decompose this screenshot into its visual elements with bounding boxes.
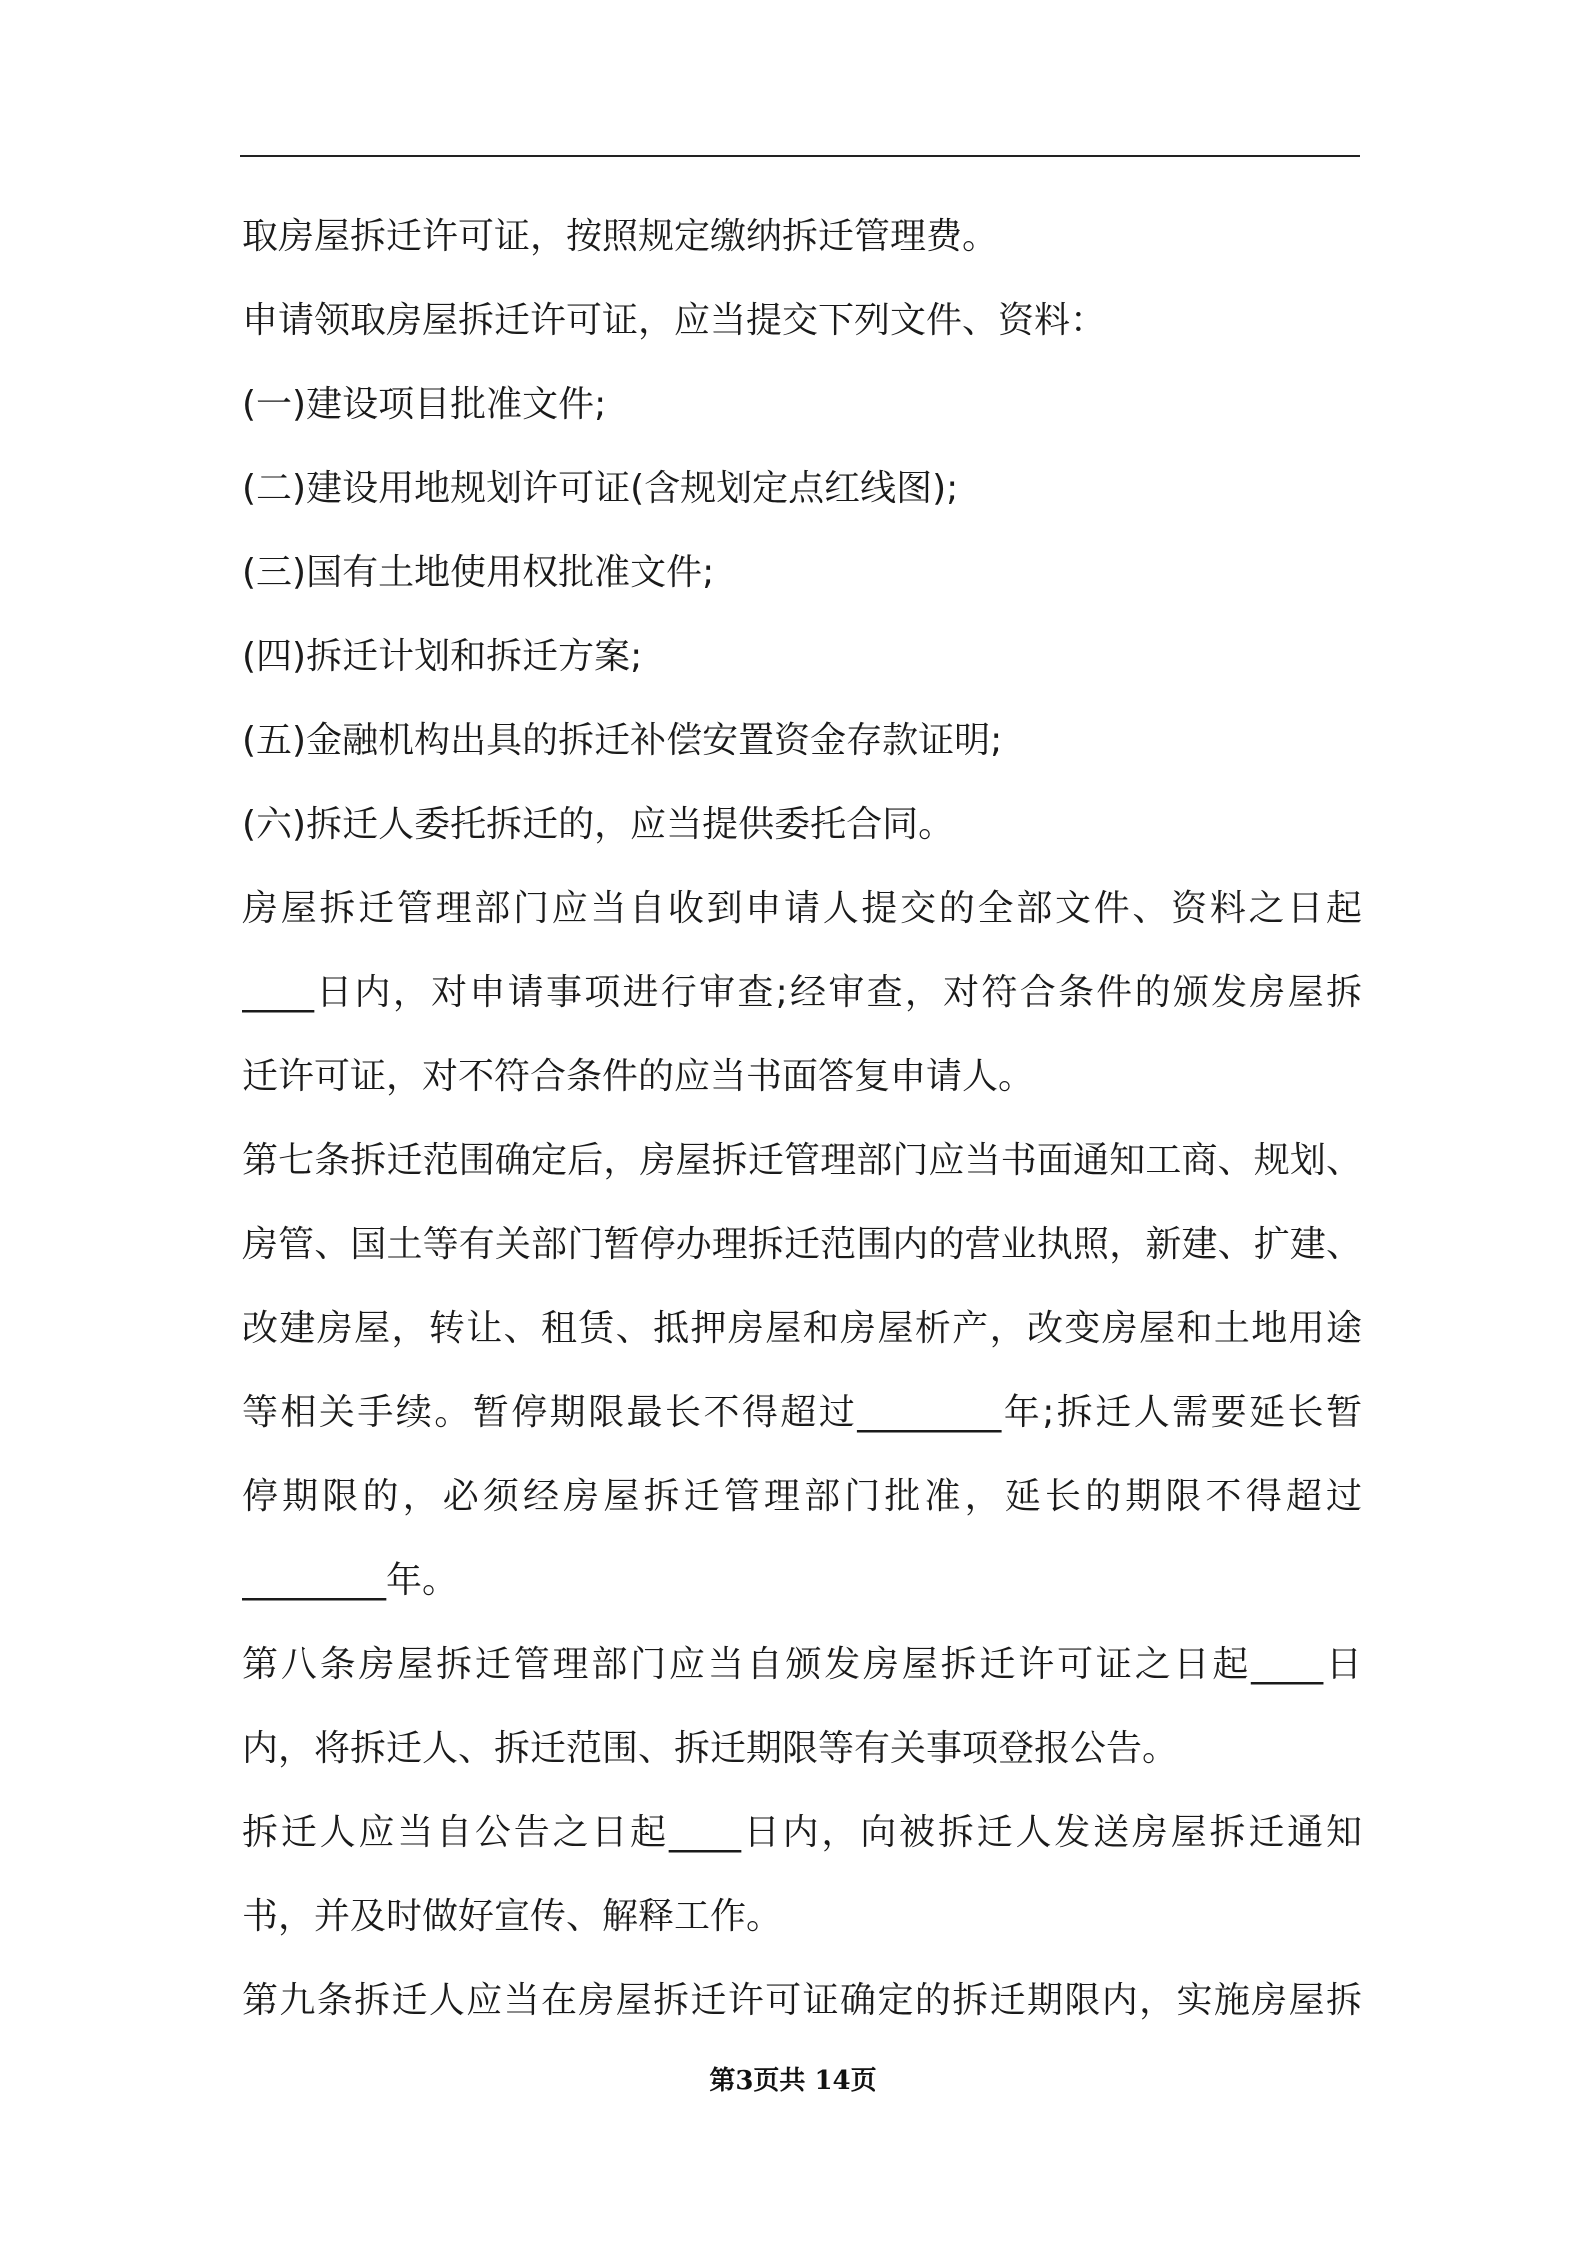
text-line: 取房屋拆迁许可证，按照规定缴纳拆迁管理费。 <box>242 216 999 257</box>
text-line: (三)国有土地使用权批准文件; <box>242 552 715 593</box>
text-line: (四)拆迁计划和拆迁方案; <box>242 636 643 677</box>
text-line: 改建房屋，转让、租赁、抵押房屋和房屋析产，改变房屋和土地用途 <box>242 1308 1362 1349</box>
text-line: (一)建设项目批准文件; <box>242 384 607 425</box>
header-rule <box>240 155 1360 157</box>
page-number: 第3页共 14页 <box>709 2066 877 2096</box>
text-line: 房管、国土等有关部门暂停办理拆迁范围内的营业执照，新建、扩建、 <box>242 1224 1362 1265</box>
text-line: 房屋拆迁管理部门应当自收到申请人提交的全部文件、资料之日起 <box>242 888 1362 929</box>
text-line: ________年。 <box>242 1560 459 1601</box>
text-line: 第八条房屋拆迁管理部门应当自颁发房屋拆迁许可证之日起____日 <box>242 1644 1362 1685</box>
text-line: 停期限的，必须经房屋拆迁管理部门批准，延长的期限不得超过 <box>242 1476 1362 1517</box>
text-line: 迁许可证，对不符合条件的应当书面答复申请人。 <box>242 1056 1035 1097</box>
text-line: 第九条拆迁人应当在房屋拆迁许可证确定的拆迁期限内，实施房屋拆 <box>242 1980 1362 2021</box>
text-line: 申请领取房屋拆迁许可证，应当提交下列文件、资料： <box>242 300 1107 341</box>
text-line: ____日内，对申请事项进行审查;经审查，对符合条件的颁发房屋拆 <box>242 972 1362 1013</box>
document-body <box>242 195 1362 2043</box>
text-line: 等相关手续。暂停期限最长不得超过________年;拆迁人需要延长暂 <box>242 1392 1362 1433</box>
text-line: 拆迁人应当自公告之日起____日内，向被拆迁人发送房屋拆迁通知 <box>242 1812 1362 1853</box>
text-line: (五)金融机构出具的拆迁补偿安置资金存款证明; <box>242 720 1003 761</box>
text-line: 第七条拆迁范围确定后，房屋拆迁管理部门应当书面通知工商、规划、 <box>242 1140 1362 1181</box>
text-line: (二)建设用地规划许可证(含规划定点红线图); <box>242 468 959 509</box>
text-line: (六)拆迁人委托拆迁的，应当提供委托合同。 <box>242 804 955 845</box>
text-line: 书，并及时做好宣传、解释工作。 <box>242 1896 783 1937</box>
text-line: 内，将拆迁人、拆迁范围、拆迁期限等有关事项登报公告。 <box>242 1728 1179 1769</box>
